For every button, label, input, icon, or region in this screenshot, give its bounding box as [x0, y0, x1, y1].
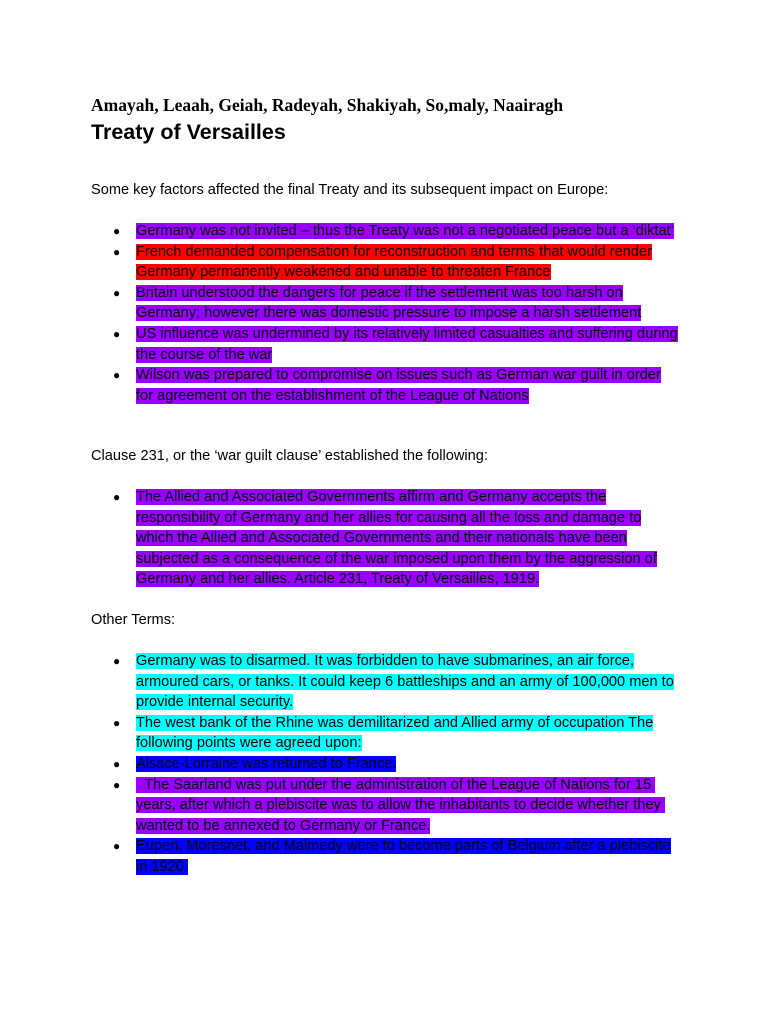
bullet-icon: ● — [113, 224, 121, 238]
list-item — [0, 775, 681, 837]
list-item — [0, 754, 681, 775]
list-item — [0, 651, 681, 713]
highlighted-text: US influence was undermined by its relatively limited casualties and suffering during the course of the war — [136, 325, 678, 363]
highlighted-text: Britain understood the dangers for peace if the settlement was too harsh on Germany; however there was domestic pressure to impose a harsh settlement — [136, 284, 642, 322]
list-item — [0, 713, 681, 754]
highlighted-text: Germany was to disarmed. It was forbidden to have submarines, an air force, armoured cars, or tanks. It could keep 6 battleships and an army of 100,000 men to provide internal security. — [136, 653, 674, 711]
bullet-icon: ● — [113, 490, 121, 504]
bullet-icon: ● — [113, 777, 121, 792]
list-item — [0, 324, 681, 365]
list-item — [0, 487, 681, 590]
highlighted-text: Germany was not invited – thus the Treaty was not a negotiated peace but a ‘diktat’ — [136, 223, 674, 239]
bullet-icon: ● — [113, 368, 121, 383]
author-names: Amayah, Leaah, Geiah, Radeyah, Shakiyah, So,maly, Naairagh — [91, 95, 564, 115]
key-factors-list — [0, 221, 768, 406]
bullet-icon: ● — [113, 839, 121, 854]
list-item — [0, 836, 681, 877]
bullet-icon: ● — [113, 654, 121, 668]
bullet-icon: ● — [113, 326, 121, 341]
list-item — [0, 242, 681, 283]
list-item — [0, 283, 681, 324]
other-terms-heading: Other Terms: — [91, 612, 176, 628]
highlighted-text: Eupen, Moresnet, and Malmedy were to become parts of Belgium after a plebiscite in 1920. — [136, 838, 671, 875]
bullet-icon: ● — [113, 756, 121, 771]
bullet-icon: ● — [113, 715, 121, 730]
clause-heading: Clause 231, or the ‘war guilt clause’ established the following: — [91, 448, 488, 464]
list-item — [0, 365, 681, 406]
highlighted-text: The Allied and Associated Governments affirm and Germany accepts the responsibility of Germany and her allies for causing all the loss and damage to which the Allied and Associated Governments and their nationals have been subjected as a consequence of the war imposed upon them by the aggression of Germany and her allies. Article 231, Treaty of Versailles, 1919. — [136, 489, 657, 588]
highlighted-text: French demanded compensation for reconstruction and terms that would render Germany permanently weakened and unable to threaten France — [136, 243, 652, 281]
bullet-icon: ● — [113, 244, 121, 259]
highlighted-text: Wilson was prepared to compromise on issues such as German war guilt in order for agreement on the establishment of the League of Nations — [136, 367, 661, 404]
other-terms-list — [0, 651, 768, 878]
bullet-icon: ● — [113, 285, 121, 300]
highlighted-text: Alsace-Lorraine was returned to France. — [136, 755, 397, 772]
highlighted-text: The west bank of the Rhine was demilitarized and Allied army of occupation The following points were agreed upon: — [136, 714, 654, 752]
document-title: Treaty of Versailles — [91, 120, 286, 144]
list-item — [0, 221, 681, 242]
highlighted-text: The Saarland was put under the administration of the League of Nations for 15 years, after which a plebiscite was to allow the inhabitants to decide whether they wanted to be annexed to Germany or France. — [136, 776, 665, 834]
clause-list — [0, 487, 768, 590]
intro-paragraph: Some key factors affected the final Treaty and its subsequent impact on Europe: — [91, 182, 609, 198]
